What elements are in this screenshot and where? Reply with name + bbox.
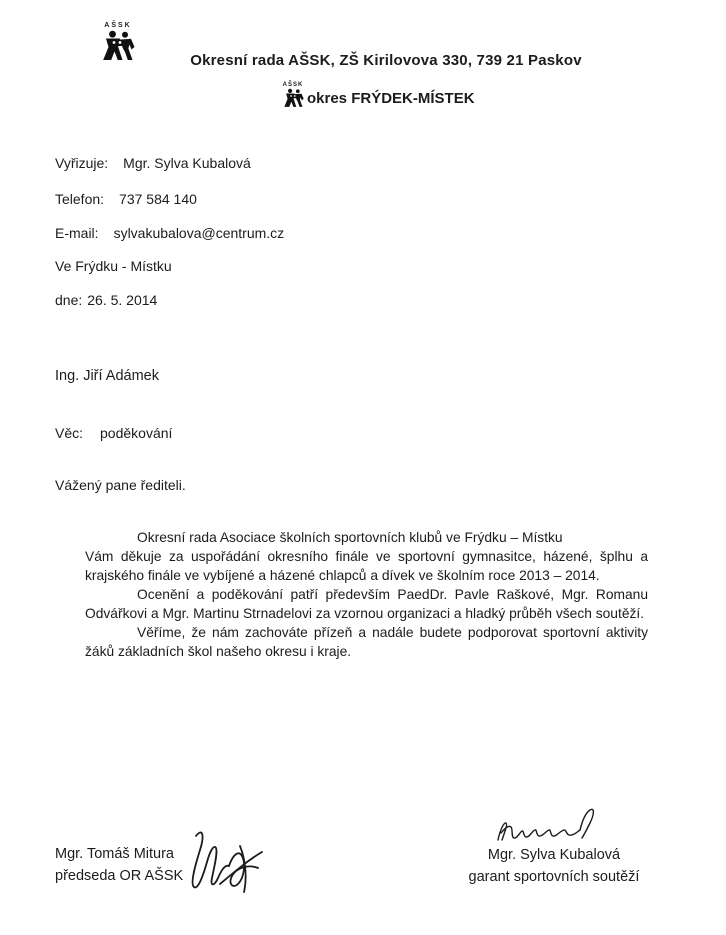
letterhead-org-line: Okresní rada AŠSK, ZŠ Kirilovova 330, 739 21 Paskov: [190, 52, 582, 69]
subject-label: Věc:: [55, 425, 84, 441]
assk-logo-small: [280, 82, 306, 109]
date-label: dne:: [55, 292, 83, 308]
recipient-name: Ing. Jiří Adámek: [55, 368, 159, 384]
signature-left-block: [55, 843, 183, 887]
meta-phone-row: [55, 191, 197, 207]
body-paragraph-1-line-1: Okresní rada Asociace školních sportovních klubů ve Frýdku – Místku: [137, 530, 563, 545]
meta-email-row: [55, 225, 284, 241]
place-line: Ve Frýdku - Místku: [55, 258, 172, 274]
meta-handler-row: [55, 155, 251, 171]
phone-label: Telefon:: [55, 191, 105, 207]
assk-emblem-small-icon: [283, 88, 304, 109]
assk-logo-small-text: AŠSK: [282, 82, 304, 88]
subject-value: poděkování: [100, 425, 173, 441]
phone-value: 737 584 140: [119, 191, 197, 207]
body-paragraph-3: Věříme, že nám zachováte přízeň a nadále budete podporovat sportovní aktivity žáků základních škol našeho okresu i kraje.: [85, 625, 648, 659]
handler-value: Mgr. Sylva Kubalová: [123, 155, 251, 171]
signature-left-role: předseda OR AŠSK: [55, 868, 184, 884]
body-paragraph-1-rest: Vám děkuje za uspořádání okresního finále ve sportovní gymnasitce, házené, šplhu a krajského finále ve vybíjené a házené chlapců a dívek ve školním roce 2013 – 2014.: [85, 549, 648, 583]
signature-left-handwriting-icon: [178, 826, 266, 898]
signature-right-name: Mgr. Sylva Kubalová: [487, 847, 621, 863]
letterhead-district-line: okres FRÝDEK-MÍSTEK: [307, 90, 475, 107]
assk-logo-text: AŠSK: [104, 22, 132, 29]
email-label: E-mail:: [55, 225, 99, 241]
salutation: Vážený pane řediteli.: [55, 477, 186, 493]
signature-right-role: garant sportovních soutěží: [468, 869, 640, 885]
meta-date-row: [55, 292, 157, 308]
signature-right-handwriting-icon: [488, 808, 616, 848]
body-paragraph-2: Ocenění a poděkování patří především PaedDr. Pavle Raškové, Mgr. Romanu Odvářkovi a Mgr. Martinu Strnadelovi za vzornou organizaci a hladký průběh všech soutěží.: [85, 587, 648, 621]
signature-right-block: [428, 844, 680, 888]
subject-row: [55, 425, 172, 441]
letterhead-district-row: [280, 82, 475, 109]
meta-place-row: [55, 258, 172, 274]
signature-left-name: Mgr. Tomáš Mitura: [55, 846, 174, 862]
handler-label: Vyřizuje:: [55, 155, 109, 171]
date-value: 26. 5. 2014: [87, 292, 158, 308]
email-value: sylvakubalova@centrum.cz: [113, 225, 285, 241]
letter-body: [85, 528, 648, 661]
